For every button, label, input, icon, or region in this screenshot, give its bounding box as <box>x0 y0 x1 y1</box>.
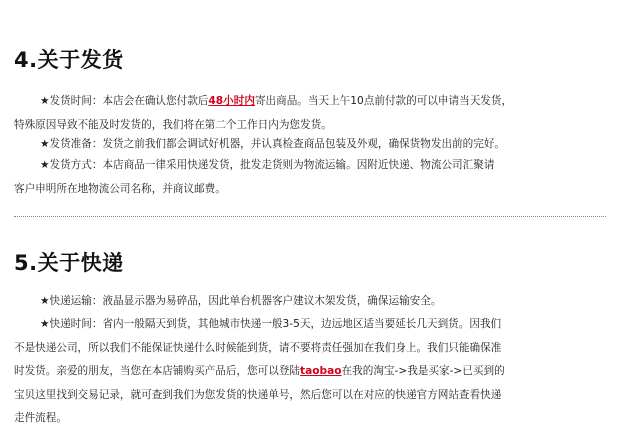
paragraph-line: ★快递时间：省内一般隔天到货，其他城市快递一般3-5天，边远地区适当要延长几天到货。因我们 <box>40 318 502 330</box>
highlight-48-hours: 48小时内 <box>208 95 255 107</box>
paragraph-line: 宝贝这里找到交易记录，就可查到我们为您发货的快递单号，然后您可以在对应的快递官方网站查看快递 <box>14 388 502 401</box>
paragraph-line: ★快递运输：液晶显示器为易碎品，因此单台机器客户建议木架发货，确保运输安全。 <box>40 295 442 307</box>
shipping-prep-paragraph <box>14 133 606 157</box>
paragraph-line: 时发货。亲爱的朋友，当您在本店铺购买产品后，您可以登陆taobao在我的淘宝->我是买家->已买到的 <box>14 365 505 377</box>
paragraph-line: 客户申明所在地物流公司名称，并商议邮费。 <box>14 182 226 195</box>
taobao-link[interactable]: taobao <box>300 365 342 377</box>
paragraph-line: 不是快递公司，所以我们不能保证快递什么时候能到货，请不要将责任强加在我们身上。我们只能确保准 <box>14 341 502 354</box>
section-divider <box>14 216 606 217</box>
section-title-shipping: 4.关于发货 <box>14 48 124 72</box>
paragraph-line: ★发货方式：本店商品一律采用快递发货，批发走货则为物流运输。因附近快递、物流公司汇聚请 <box>40 159 495 171</box>
paragraph-line: 特殊原因导致不能及时发货的，我们将在第二个工作日内为您发货。 <box>14 118 332 131</box>
paragraph-line: 走件流程。 <box>14 412 67 424</box>
express-transport-paragraph <box>14 290 606 314</box>
paragraph-line: ★发货准备：发货之前我们都会调试好机器，并认真检查商品包装及外观，确保货物发出前的完好。 <box>40 138 506 150</box>
shipping-method-paragraph <box>14 154 606 201</box>
section-title-express: 5.关于快递 <box>14 251 124 275</box>
shipping-time-paragraph <box>14 90 606 137</box>
express-time-paragraph <box>14 313 606 431</box>
paragraph-line: ★发货时间：本店会在确认您付款后48小时内寄出商品。当天上午10点前付款的可以申请当天发货， <box>40 95 513 107</box>
